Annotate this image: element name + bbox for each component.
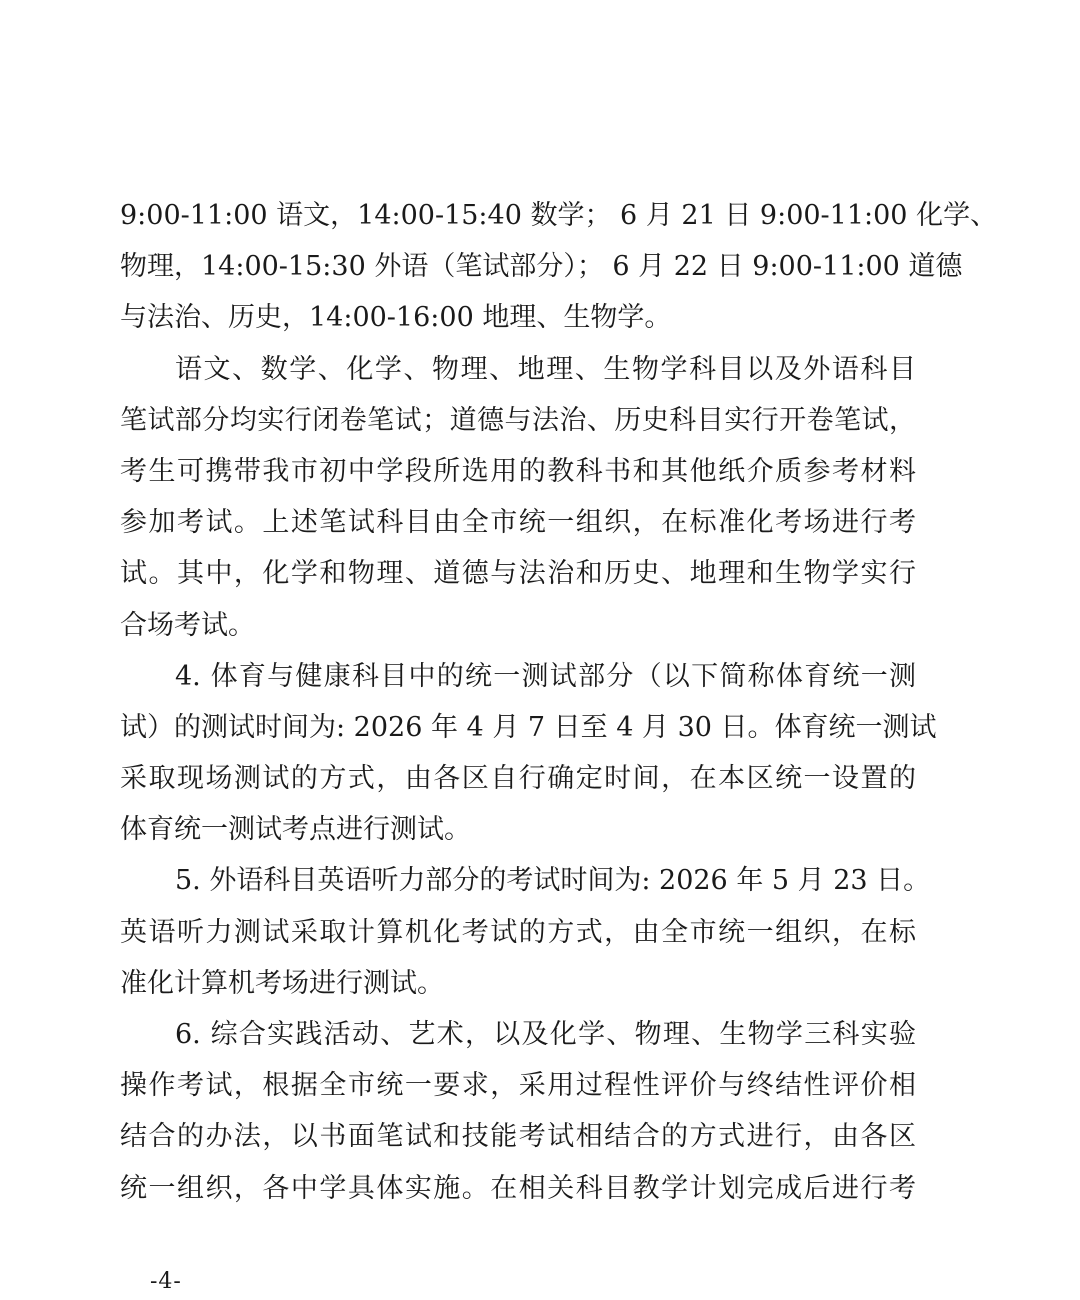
- body-line: 参加考试。上述笔试科目由全市统一组织，在标准化考场进行考: [120, 507, 916, 539]
- body-line: 采取现场测试的方式，由各区自行确定时间，在本区统一设置的: [120, 763, 916, 795]
- body-line: 英语听力测试采取计算机化考试的方式，由全市统一组织，在标: [120, 916, 916, 948]
- document-body: [120, 190, 998, 1214]
- body-line: 4. 体育与健康科目中的统一测试部分（以下简称体育统一测: [175, 660, 916, 692]
- body-line: 语文、数学、化学、物理、地理、生物学科目以及外语科目: [175, 353, 916, 385]
- body-line: 6. 综合实践活动、艺术，以及化学、物理、生物学三科实验: [175, 1019, 916, 1050]
- body-line: 试。其中，化学和物理、道德与法治和历史、地理和生物学实行: [120, 558, 916, 590]
- body-line: 结合的办法，以书面笔试和技能考试相结合的方式进行，由各区: [120, 1121, 916, 1153]
- body-line: 考生可携带我市初中学段所选用的教科书和其他纸介质参考材料: [120, 455, 916, 487]
- body-line: 合场考试。: [120, 609, 255, 641]
- body-line: 统一组织，各中学具体实施。在相关科目教学计划完成后进行考: [120, 1172, 916, 1204]
- body-line: 操作考试，根据全市统一要求，采用过程性评价与终结性评价相: [120, 1070, 916, 1102]
- body-line: 物理，14:00-15:30 外语（笔试部分）； 6 月 22 日 9:00-11:00 道德: [120, 251, 963, 283]
- body-line: 体育统一测试考点进行测试。: [120, 814, 471, 846]
- body-line: 试）的测试时间为: 2026 年 4 月 7 日至 4 月 30 日。体育统一测试: [120, 711, 937, 743]
- body-line: 9:00-11:00 语文，14:00-15:40 数学； 6 月 21 日 9:00-11:00 化学、: [120, 200, 998, 231]
- body-line: 与法治、历史，14:00-16:00 地理、生物学。: [120, 302, 672, 334]
- body-line: 准化计算机考场进行测试。: [120, 967, 444, 999]
- body-line: 笔试部分均实行闭卷笔试；道德与法治、历史科目实行开卷笔试，: [120, 404, 916, 436]
- body-line: 5. 外语科目英语听力部分的考试时间为: 2026 年 5 月 23 日。: [175, 865, 931, 897]
- page-number: -4-: [150, 1269, 182, 1294]
